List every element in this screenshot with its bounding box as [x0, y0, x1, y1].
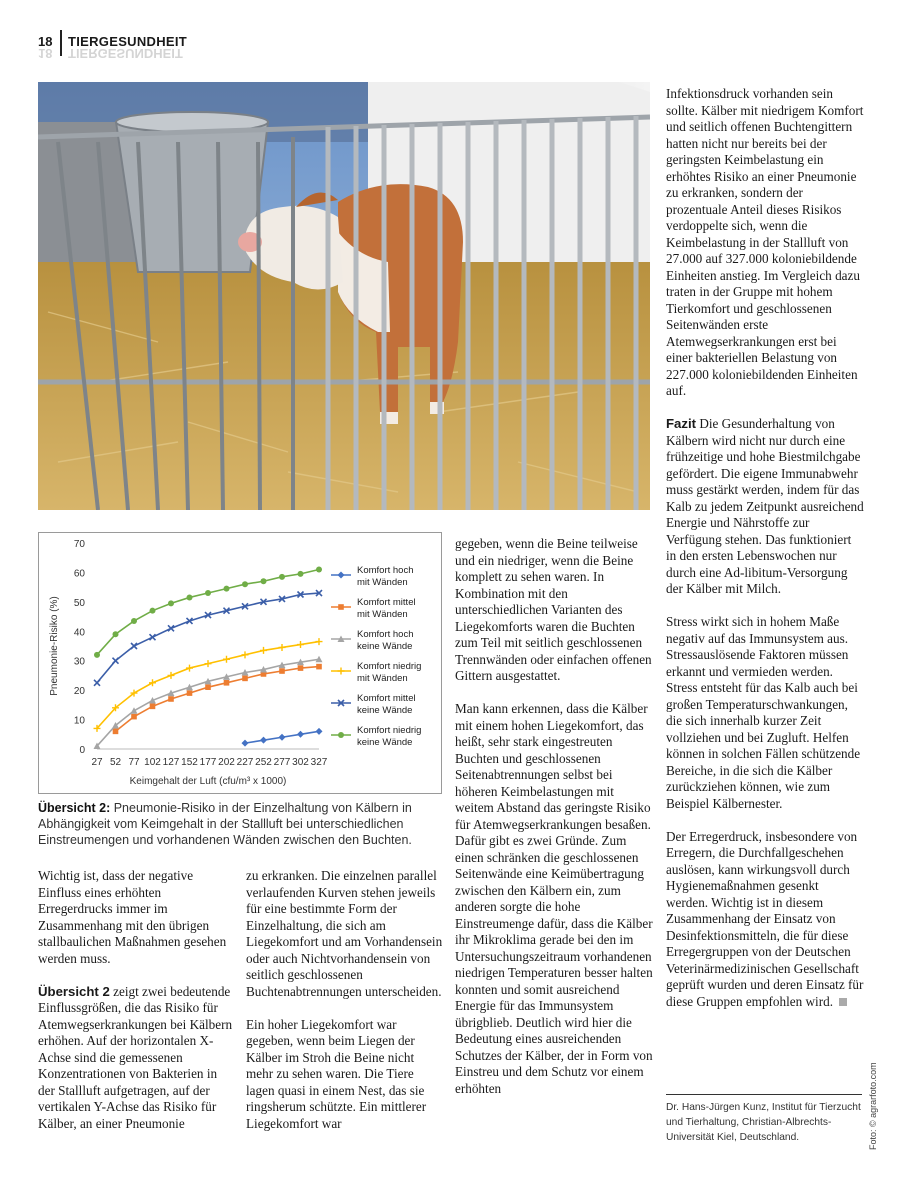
y-tick-label: 40: [73, 627, 85, 639]
y-tick-label: 50: [73, 597, 85, 609]
legend-label: mit Wänden: [357, 609, 408, 620]
series-line: [97, 569, 319, 654]
author-info: Dr. Hans-Jürgen Kunz, Institut für Tierzucht und Tierhaltung, Christian-Albrechts-Universität Kiel, Deutschland.: [666, 1102, 861, 1143]
data-point: [113, 631, 119, 637]
data-point: [279, 574, 285, 580]
data-point: [150, 634, 156, 640]
data-point: [131, 643, 137, 649]
data-point: [279, 668, 285, 674]
data-point: [260, 737, 267, 744]
paragraph: Man kann erkennen, dass die Kälber mit einem hohen Liegekomfort, das heißt, sehr stark eingestreuten Buchten und geschlossenen Seitenabtrennungen selbst bei höheren Keimbelastungen mit weitem Abstand das geringste Risiko für Atemwegserkrankungen besaßen. Dafür gibt es zwei Gründe. Zum einen schränken die geschlossenen Seitenwände eine Keimübertragung zwischen den Kälbern ein, zum anderen sorgte die hohe Einstreumenge dafür, dass die Kälber ihr Mikroklima gerade bei den im Untersuchungszeitraum vorhandenen niedrigen Temperaturen besser halten konnten und somit ausreichend Energie für das Immunsystem übrigblieb. Deutlich wird hier die Bedeutung eines ausreichenden Schutzes der Kälber, der in Form von Einstreu und dem Schutz vor einem erhöhten: [455, 701, 653, 1096]
x-tick-label: 302: [292, 757, 309, 768]
text-column-1: [38, 868, 236, 1149]
data-point: [224, 680, 230, 686]
data-point: [205, 660, 212, 667]
data-point: [94, 680, 100, 686]
text-column-4: [666, 86, 864, 1027]
data-point: [150, 704, 156, 710]
data-point: [168, 600, 174, 606]
legend-label: Komfort mittel: [357, 693, 416, 704]
text-column-3: [455, 536, 655, 1114]
x-tick-label: 177: [199, 757, 217, 768]
data-point: [150, 608, 156, 614]
x-tick-label: 227: [236, 757, 254, 768]
legend-swatch-marker: [338, 732, 344, 738]
legend-swatch-marker: [338, 604, 344, 610]
photo-credit: Foto: © agrarfoto.com: [868, 1062, 878, 1150]
y-tick-label: 30: [73, 656, 85, 668]
caption-label: Übersicht 2:: [38, 801, 111, 815]
caption-text: Pneumonie-Risiko in der Einzelhaltung von Kälbern in Abhängigkeit vom Keimgehalt in der Stallluft bei unterschiedlichen Einstreumengen und vorhandenen Wänden zwischen den Buchten.: [38, 801, 412, 847]
data-point: [205, 684, 211, 690]
data-point: [279, 644, 286, 651]
data-point: [113, 658, 119, 664]
chart-caption: [38, 800, 442, 848]
data-point: [242, 651, 249, 658]
legend-label: Komfort mittel: [357, 597, 416, 608]
paragraph: zu erkranken. Die einzelnen parallel verlaufenden Kurven stehen jeweils für eine bestimmte Form der Einzelhaltung, die sich am Liegekomfort und am Vorhandensein oder auch Nichtvorhandensein von seitlich geschlossenen Buchtenabtrennungen unterscheiden.: [246, 868, 443, 999]
series-line: [97, 593, 319, 683]
x-tick-label: 27: [91, 757, 103, 768]
y-tick-label: 0: [79, 745, 85, 756]
data-point: [260, 647, 267, 654]
data-point: [297, 731, 304, 738]
data-point: [131, 618, 137, 624]
series-line: [116, 667, 320, 732]
data-point: [261, 578, 267, 584]
paragraph: gegeben, wenn die Beine teilweise und ein niedriger, wenn die Beine komplett zu sehen waren. In Kombination mit den unterschiedlichen Varianten des Liegekomforts waren die Buchten zum Teil mit seitlich geschlossenen Trennwänden oder einfachen offenen Gittern ausgestattet.: [455, 536, 652, 683]
x-tick-label: 102: [144, 757, 161, 768]
data-point: [316, 638, 323, 645]
legend-swatch-marker: [338, 572, 345, 579]
paragraph: Ein hoher Liegekomfort war gegeben, wenn beim Liegen der Kälber im Stroh die Beine nicht mehr zu sehen waren. Die Tiere lagen quasi in einem Nest, das sie ringsherum schützte. Ein mittlerer Liegekomfort war: [246, 1016, 427, 1131]
legend-label: keine Wände: [357, 641, 413, 652]
y-tick-label: 70: [73, 539, 85, 550]
x-tick-label: 52: [109, 757, 122, 768]
legend-label: Komfort hoch: [357, 629, 414, 640]
legend-label: Komfort niedrig: [357, 661, 422, 672]
data-point: [187, 594, 193, 600]
data-point: [168, 696, 174, 702]
data-point: [242, 676, 248, 682]
data-point: [149, 679, 156, 686]
data-point: [298, 571, 304, 577]
y-tick-label: 10: [73, 715, 85, 727]
x-tick-label: 327: [310, 757, 328, 768]
page-number-reflection: 18: [38, 46, 53, 61]
data-point: [223, 656, 230, 663]
paragraph: Übersicht 2 zeigt zwei bedeutende Einflussgrößen, die das Risiko für Atemwegserkrankungen bei Kälbern erhöhen. Auf der horizontalen X-Achse sind die gemessenen Konzentrationen von Bakterien in der Stallluft aufgetragen, auf der vertikalen Y-Achse das Risiko für Kälber, an einer Pneumonie: [38, 983, 233, 1131]
legend-label: Komfort niedrig: [357, 725, 422, 736]
data-point: [131, 714, 137, 720]
chart-svg: [39, 533, 441, 793]
x-tick-label: 252: [255, 757, 272, 768]
data-point: [187, 690, 193, 696]
x-tick-label: 202: [218, 757, 235, 768]
paragraph-lead: Fazit: [666, 416, 697, 431]
x-tick-label: 152: [181, 757, 198, 768]
series-line: [97, 659, 319, 746]
data-point: [316, 664, 322, 670]
x-axis-label: Keimgehalt der Luft (cfu/m³ x 1000): [129, 776, 287, 787]
data-point: [242, 740, 249, 747]
data-point: [242, 581, 248, 587]
data-point: [316, 728, 323, 735]
legend-label: keine Wände: [357, 737, 413, 748]
data-point: [297, 641, 304, 648]
legend-label: keine Wände: [357, 705, 413, 716]
paragraph: Fazit Die Gesunderhaltung von Kälbern wird nicht nur durch eine frühzeitige und hohe Biestmilchgabe gefördert. Die eigene Immunabwehr muss gestärkt werden, indem für das Kalb zu jedem Zeitpunkt ausreichend Energie und Nährstoffe zur Verfügung stehen. Das funktioniert in den ersten Lebenswochen nur durch eine Ad-libitum-Versorgung der Kälber mit Milch.: [666, 416, 864, 596]
paragraph: Stress wirkt sich in hohem Maße negativ auf das Immunsystem aus. Stressauslösende Faktoren müssen erkannt und vermieden werden. Stress entsteht für das Kalb auch bei großen Temperaturschwankungen, die sich innerhalb kurzer Zeit vollziehen und bei Zugluft. Helfen können in solchen Fällen schützende Bereiche, in die sich die Kälber zurückziehen können, wie zum Beispiel Kälbernester.: [666, 614, 861, 811]
data-point: [168, 672, 175, 679]
legend-label: mit Wänden: [357, 577, 408, 588]
paragraph: Infektionsdruck vorhanden sein sollte. Kälber mit niedrigem Komfort und seitlich offenen Buchtengittern hatten nicht nur bereits bei der geringsten Keimbelastung ein erhöhtes Risiko an einer Pneumonie zu erkranken, sondern der prozentuale Anteil dieses Risikos verdoppelte sich, wenn die Keimbelastung in der Stallluft von 27.000 auf 327.000 koloniebildende Einheiten anstieg. Im Vergleich dazu traten in der Gruppe mit hohem Tierkomfort und geschlossenen Seitenwänden erste Atemwegserkrankungen erst bei einer bakteriellen Belastung von 227.000 koloniebildenden Einheiten auf.: [666, 86, 864, 398]
data-point: [205, 590, 211, 596]
x-tick-label: 127: [162, 757, 180, 768]
page-number: 18: [38, 34, 53, 49]
data-point: [279, 734, 286, 741]
legend-label: Komfort hoch: [357, 565, 414, 576]
x-tick-label: 77: [128, 757, 140, 768]
y-tick-label: 20: [73, 686, 85, 698]
end-mark: [839, 998, 847, 1006]
y-tick-label: 60: [73, 568, 85, 580]
text-column-2: [246, 868, 444, 1149]
y-axis-label: Pneumonie-Risiko (%): [49, 596, 60, 696]
chart-uebersicht-2: [38, 532, 442, 794]
data-point: [298, 665, 304, 671]
data-point: [94, 652, 100, 658]
paragraph: Der Erregerdruck, insbesondere von Erregern, die Durchfallgeschehen auslösen, kann wirkungsvoll durch Hygienemaßnahmen gesenkt werden. Wichtig ist in diesem Zusammenhang der Einsatz von Desinfektionsmitteln, die für diese Erregergruppen von der Deutschen Veterinärmedizinischen Gesellschaft geprüft wurden und deren Einsatz für diese Gruppen empfohlen wird.: [666, 828, 864, 1009]
header-divider: [60, 30, 62, 56]
section-title-reflection: TIERGESUNDHEIT: [68, 46, 183, 61]
data-point: [224, 586, 230, 592]
legend-swatch-marker: [338, 668, 345, 675]
data-point: [113, 729, 119, 735]
author-rule: [666, 1094, 862, 1095]
calf-photo: [38, 82, 650, 510]
legend-label: mit Wänden: [357, 673, 408, 684]
x-tick-label: 277: [273, 757, 291, 768]
section-title: TIERGESUNDHEIT: [68, 34, 188, 49]
data-point: [186, 665, 193, 672]
paragraph: Wichtig ist, dass der negative Einfluss eines erhöhten Erregerdrucks immer im Zusammenhang mit den übrigen stallbaulichen Maßnahmen gesehen werden muss.: [38, 868, 227, 966]
data-point: [131, 707, 138, 714]
paragraph-lead: Übersicht 2: [38, 983, 110, 999]
data-point: [316, 566, 322, 572]
